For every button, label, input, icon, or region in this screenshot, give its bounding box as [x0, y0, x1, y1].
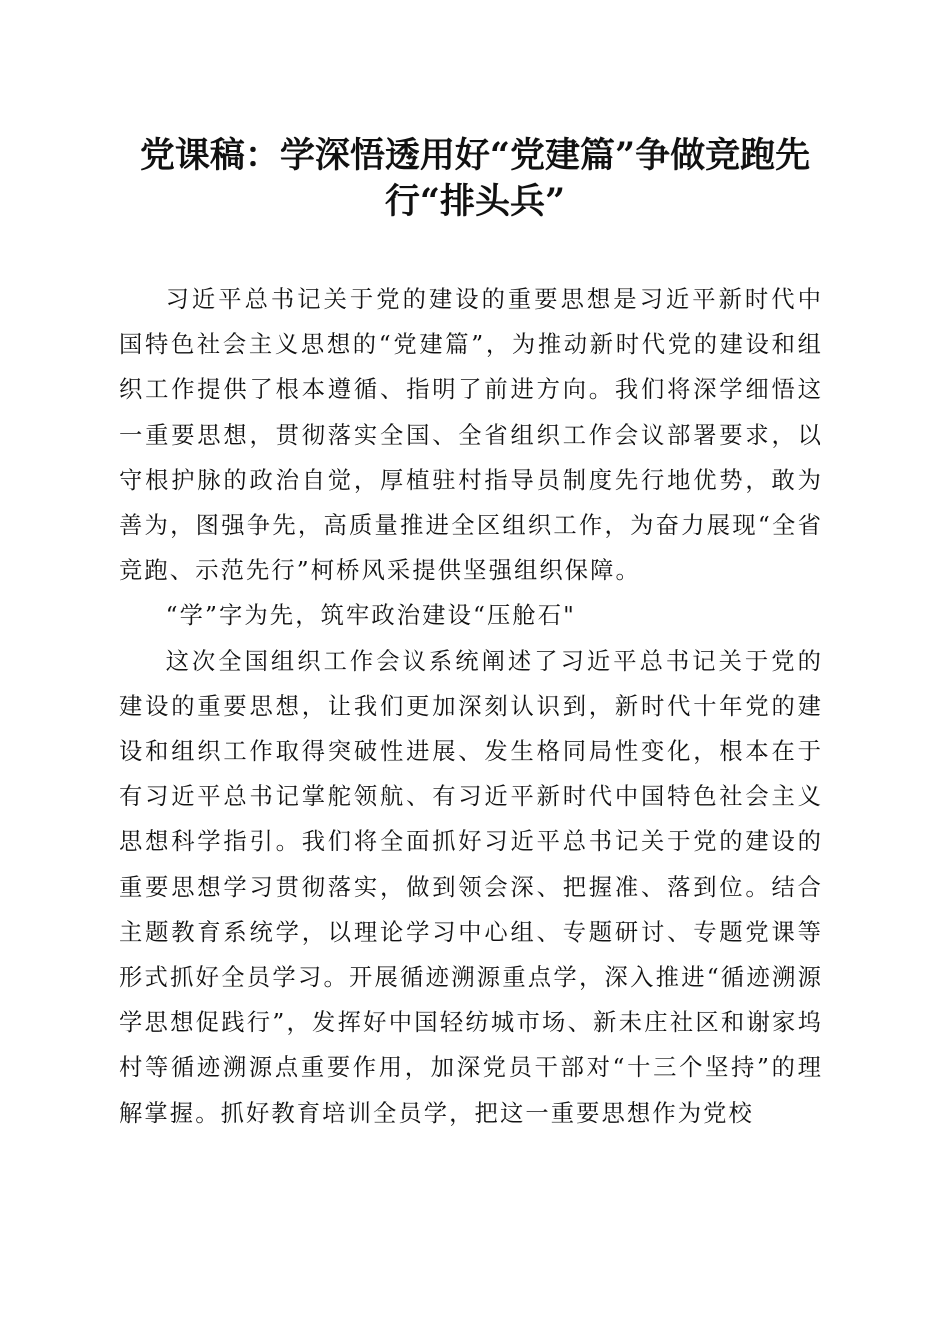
document-body	[119, 277, 823, 1136]
document-title: 党课稿：学深悟透用好“党建篇”争做竞跑先行“排头兵”	[139, 135, 811, 222]
intro-paragraph: 习近平总书记关于党的建设的重要思想是习近平新时代中国特色社会主义思想的“党建篇”，为推动新时代党的建设和组织工作提供了根本遵循、指明了前进方向。我们将深学细悟这一重要思想，贯彻落实全国、全省组织工作会议部署要求，以守根护脉的政治自觉，厚植驻村指导员制度先行地优势，敢为善为，图强争先，高质量推进全区组织工作，为奋力展现“全省竞跑、示范先行”柯桥风采提供坚强组织保障。	[119, 286, 823, 585]
body-paragraph: 这次全国组织工作会议系统阐述了习近平总书记关于党的建设的重要思想，让我们更加深刻认识到，新时代十年党的建设和组织工作取得突破性进展、发生格同局性变化，根本在于有习近平总书记掌舵领航、有习近平新时代中国特色社会主义思想科学指引。我们将全面抓好习近平总书记关于党的建设的重要思想学习贯彻落实，做到领会深、把握准、落到位。结合主题教育系统学，以理论学习中心组、专题研讨、专题党课等形式抓好全员学习。开展循迹溯源重点学，深入推进“循迹溯源学思想促践行”，发挥好中国轻纺城市场、新未庄社区和谢家坞村等循迹溯源点重要作用，加深党员干部对“十三个坚持”的理解掌握。抓好教育培训全员学，把这一重要思想作为党校	[119, 647, 823, 1127]
section-heading: “学”字为先，筑牢政治建设“压舱石"	[165, 602, 576, 630]
